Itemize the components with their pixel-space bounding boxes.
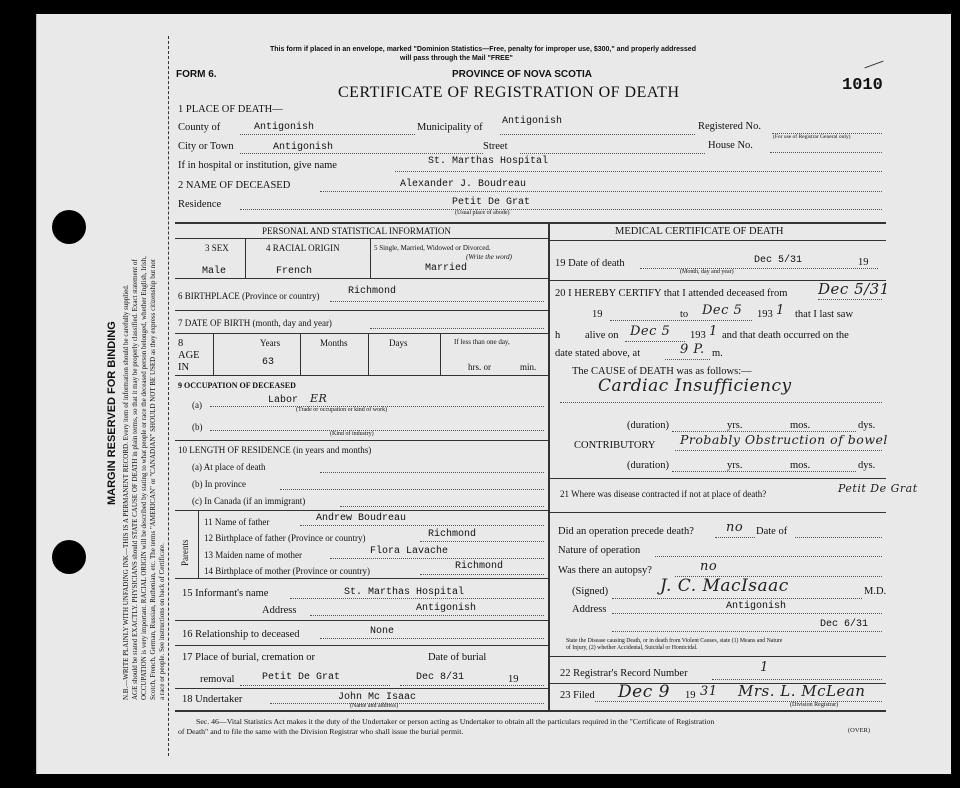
dys-label-2: dys. <box>858 460 876 471</box>
mother-bp-rule <box>420 574 544 575</box>
hrs-label: hrs. or <box>468 362 491 372</box>
burial-place-value: Petit De Grat <box>262 672 341 683</box>
margin-instruction-1: N.B.—WRITE PLAINLY WITH UNFADING INK—THIS IS A PERMANENT RECORD. Every item of information should be carefully supplied. <box>122 284 130 700</box>
filed-19: 19 <box>685 690 696 701</box>
margin-instruction-4: Scotch, French, German, Russian, Ruthenian, etc. The terms "AMERICAN" or "CANADIAN" SHOULD NOT BE USED as they express citizenship but not <box>149 259 157 700</box>
race-value: French <box>276 266 313 277</box>
street-rule <box>520 153 705 154</box>
to-rule <box>610 320 752 321</box>
margin-instruction-3: OCCUPATION is very important. RACIAL ORIGIN will be described by stating to what people or race the deceased person belonged, whether English, Irish, <box>140 256 148 700</box>
relationship-value: None <box>370 626 395 637</box>
undertaker-label: 18 Undertaker <box>182 694 243 705</box>
violent-note-2: of Injury, (2) whether Accidental, Suicidal or Homicidal. <box>566 645 698 651</box>
violent-note-1: State the Disease causing Death, or in death from Violent Causes, state (1) Means and Nature <box>566 638 783 644</box>
mos-label-1: mos. <box>790 420 811 431</box>
marital-value: Married <box>425 263 468 274</box>
binder-hole-bottom <box>52 540 86 574</box>
time-hand: 9 P. <box>680 342 705 357</box>
table-bottom-border <box>175 710 886 712</box>
father-birthplace-label: 12 Birthplace of father (Province or country) <box>204 533 366 543</box>
undertaker-value: John Mc Isaac <box>338 692 417 703</box>
hospital-rule <box>395 171 882 172</box>
undertaker-note: (Name and address) <box>350 703 398 709</box>
last-saw-label: that I last saw <box>795 309 854 320</box>
dob-rule <box>370 328 544 329</box>
marital-label: 5 Single, Married, Widowed or Divorced. <box>374 244 491 252</box>
municipality-rule <box>500 134 695 135</box>
registrar-record-label: 22 Registrar's Record Number <box>560 668 688 679</box>
occupation-a: (a) <box>192 400 202 410</box>
personal-heading: PERSONAL AND STATISTICAL INFORMATION <box>262 226 451 236</box>
months-label: Months <box>320 338 348 348</box>
marital-note: (Write the word) <box>466 253 513 261</box>
certificate-title: CERTIFICATE OF REGISTRATION OF DEATH <box>338 84 680 101</box>
table-center-divider <box>548 222 550 710</box>
dob-label: 7 DATE OF BIRTH (month, day and year) <box>178 318 332 328</box>
registered-no-label: Registered No. <box>698 121 761 132</box>
nineteen-1: 19 <box>592 309 603 320</box>
birthplace-label: 6 BIRTHPLACE (Province or country) <box>178 291 320 301</box>
less-than-day-label: If less than one day, <box>454 338 510 346</box>
physician-address-rule <box>612 613 882 614</box>
birthplace-value: Richmond <box>348 286 397 297</box>
certificate-number: 1010 <box>842 76 883 95</box>
city-label: City or Town <box>178 141 234 152</box>
death-date-value: Dec 5/31 <box>754 255 803 266</box>
industry-rule <box>210 430 544 431</box>
filed-label: 23 Filed <box>560 690 595 701</box>
hospital-label: If in hospital or institution, give name <box>178 160 337 171</box>
cause-rule <box>560 402 882 403</box>
residence-note: (Usual place of abode) <box>455 210 510 216</box>
informant-label: 15 Informant's name <box>182 588 269 599</box>
father-value: Andrew Boudreau <box>316 513 407 524</box>
division-registrar-note: (Division Registrar) <box>790 702 839 708</box>
time-rule <box>665 359 710 360</box>
burial-place-rule <box>240 685 390 686</box>
autopsy-hand: no <box>700 559 718 574</box>
birthplace-rule <box>330 301 544 302</box>
physician-address-value: Antigonish <box>726 601 787 612</box>
occupation-b: (b) <box>192 422 203 432</box>
envelope-notice: This form if placed in an envelope, marked "Dominion Statistics—Free, penalty for improper use, $300," and properly addressed <box>270 46 696 53</box>
city-rule <box>240 153 483 154</box>
contracted-hand: Petit De Grat <box>838 482 918 495</box>
row-rule-15 <box>175 620 548 621</box>
hospital-value: St. Marthas Hospital <box>428 156 549 167</box>
place-of-death-heading: 1 PLACE OF DEATH— <box>178 104 283 115</box>
year-hand: 1 <box>776 303 785 318</box>
sex-value: Male <box>202 266 227 277</box>
row-rule-17 <box>175 688 548 689</box>
informant-address-label: Address <box>262 605 297 616</box>
occupation-value: Labor <box>268 395 299 406</box>
yrs-label-1: yrs. <box>727 420 743 431</box>
house-no-label: House No. <box>708 140 753 151</box>
row-rule-signed <box>548 656 886 657</box>
deceased-name-value: Alexander J. Boudreau <box>400 179 527 190</box>
registrar-note: (For use of Registrar General only) <box>773 134 851 140</box>
deceased-name-label: 2 NAME OF DECEASED <box>178 180 291 191</box>
res-a-rule <box>320 472 544 473</box>
attended-to-hand: Dec 5 <box>702 303 743 318</box>
contributory-hand: Probably Obstruction of bowel <box>680 432 888 447</box>
filed-rule <box>595 701 882 702</box>
county-value: Antigonish <box>254 122 315 133</box>
alive-year-hand: 1 <box>709 324 718 339</box>
margin-instruction-2: AGE should be stated EXACTLY. PHYSICIANS should STATE CAUSE OF DEATH in plain terms, so that it may be properly classified. Exact statement of <box>131 259 139 700</box>
age-divider-1 <box>213 333 214 375</box>
alive-on-label: alive on <box>585 330 619 341</box>
residence-length-label: 10 LENGTH OF RESIDENCE (in years and months) <box>178 445 372 455</box>
duration-rule-2 <box>672 471 856 472</box>
age-years-value: 63 <box>262 357 275 368</box>
age-label: 8 AGE IN <box>178 338 200 373</box>
attended-from-hand: Dec 5/31 <box>818 280 890 298</box>
death-date-year: 19 <box>858 257 869 268</box>
to-label: to <box>680 309 689 320</box>
date-of-rule <box>795 537 882 538</box>
operation-hand: no <box>726 520 744 535</box>
mother-value: Flora Lavache <box>370 546 449 557</box>
min-label: min. <box>520 362 537 372</box>
municipality-label: Municipality of <box>417 122 483 133</box>
relationship-label: 16 Relationship to deceased <box>182 629 300 640</box>
parents-label: Parents <box>180 539 190 566</box>
table-top-border <box>175 222 886 224</box>
death-occurred-label: and that death occurred on the <box>722 330 849 341</box>
undertaker-rule <box>270 703 544 704</box>
residence-a: (a) At place of death <box>192 462 266 472</box>
cause-hand: Cardiac Insufficiency <box>598 376 792 396</box>
filed-year-hand: 31 <box>700 684 718 699</box>
father-label: 11 Name of father <box>204 517 270 527</box>
age-divider-4 <box>440 333 441 375</box>
physician-address-label: Address <box>572 604 607 615</box>
city-value: Antigonish <box>273 142 334 153</box>
certify-text: 20 I HEREBY CERTIFY that I attended deceased from <box>555 288 788 299</box>
mother-label: 13 Maiden name of mother <box>204 550 302 560</box>
name-rule <box>320 191 882 192</box>
residence-b: (b) In province <box>192 479 246 489</box>
father-birthplace-value: Richmond <box>428 529 477 540</box>
parents-divider <box>198 510 199 578</box>
occupation-handwritten: ER <box>310 392 328 405</box>
municipality-value: Antigonish <box>502 116 563 127</box>
row-rule-5 <box>175 278 548 279</box>
row-rule-7 <box>175 333 548 334</box>
date-of-label: Date of <box>756 526 788 537</box>
row-rule-16 <box>175 645 548 646</box>
margin-binding-label: MARGIN RESERVED FOR BINDING <box>106 321 118 505</box>
burial-year: 19 <box>508 674 519 685</box>
certificate-paper <box>36 14 951 774</box>
burial-date-value: Dec 8/31 <box>416 672 465 683</box>
alive-year-printed: 193 <box>690 330 706 341</box>
row-rule-11 <box>175 578 548 579</box>
res-c-rule <box>340 506 544 507</box>
registrar-signature: Mrs. L. McLean <box>738 682 866 700</box>
row-rule-9 <box>175 440 548 441</box>
operation-rule <box>715 537 755 538</box>
autopsy-label: Was there an autopsy? <box>558 565 652 576</box>
province-heading: PROVINCE OF NOVA SCOTIA <box>452 69 593 80</box>
duration-label-1: (duration) <box>627 420 669 431</box>
death-date-label: 19 Date of death <box>555 258 625 269</box>
residence-rule <box>240 209 882 210</box>
death-date-note: (Month, day and year) <box>680 269 734 275</box>
years-label: Years <box>260 338 281 348</box>
footer-line-2: of Death" and to file the same with the Division Registrar who shall issue the burial permit. <box>178 727 464 736</box>
burial-date-label: Date of burial <box>428 652 487 663</box>
binding-margin-line <box>168 36 169 756</box>
m-label: m. <box>712 348 723 359</box>
physician-signature: J. C. MacIsaac <box>660 576 789 596</box>
informant-address-rule <box>310 615 544 616</box>
sex-divider <box>245 238 246 278</box>
race-label: 4 RACIAL ORIGIN <box>266 243 340 253</box>
yrs-label-2: yrs. <box>727 460 743 471</box>
contributory-rule <box>675 450 882 451</box>
footer-over: (OVER) <box>848 727 871 734</box>
binder-hole-top <box>52 210 86 244</box>
cause-label: The CAUSE of DEATH was as follows:— <box>572 366 752 377</box>
occupation-label: 9 OCCUPATION OF DECEASED <box>178 381 296 390</box>
house-rule <box>770 152 882 153</box>
mother-birthplace-value: Richmond <box>455 561 504 572</box>
envelope-notice-2: will pass through the Mail "FREE" <box>400 55 513 62</box>
county-rule <box>240 134 415 135</box>
md-label: M.D. <box>864 586 887 597</box>
burial-date-rule <box>400 685 544 686</box>
medical-heading: MEDICAL CERTIFICATE OF DEATH <box>615 226 784 237</box>
signed-label: (Signed) <box>572 586 609 597</box>
footer-line-1: Sec. 46—Vital Statistics Act makes it the duty of the Undertaker or person acting as Undertaker to obtain all the particulars required in the "Certificate of Registration <box>196 717 715 726</box>
age-divider-2 <box>300 333 301 375</box>
contributory-label: CONTRIBUTORY <box>574 440 656 451</box>
residence-value: Petit De Grat <box>452 197 531 208</box>
nature-rule <box>655 556 882 557</box>
margin-instruction-5: a race or people. See instructions on back of Certificate. <box>158 543 166 700</box>
row-rule-10 <box>175 510 548 511</box>
county-label: County of <box>178 122 221 133</box>
race-divider <box>370 238 371 278</box>
alive-on-rule <box>625 341 685 342</box>
res-b-rule <box>280 489 544 490</box>
date-above-label: date stated above, at <box>555 348 641 359</box>
removal-label: removal <box>200 674 235 685</box>
residence-c: (c) In Canada (if an immigrant) <box>192 496 306 506</box>
row-rule-20 <box>548 478 886 479</box>
occupation-note: (Trade or occupation or kind of work) <box>296 407 388 413</box>
age-divider-3 <box>368 333 369 375</box>
row-rule-6 <box>175 310 548 311</box>
form-number: FORM 6. <box>176 69 217 80</box>
sex-label: 3 SEX <box>205 243 229 253</box>
row-rule-8 <box>175 375 548 376</box>
signature-rule <box>612 598 862 599</box>
medical-heading-rule <box>548 240 886 241</box>
filed-date-hand: Dec 9 <box>618 682 670 702</box>
dys-label-1: dys. <box>858 420 876 431</box>
operation-label: Did an operation precede death? <box>558 526 694 537</box>
attended-from-rule <box>818 299 882 300</box>
row-rule-21 <box>548 512 886 513</box>
registrar-record-hand: 1 <box>760 660 769 675</box>
nature-label: Nature of operation <box>558 545 641 556</box>
informant-value: St. Marthas Hospital <box>344 587 465 598</box>
h-label: h <box>555 330 561 341</box>
alive-on-hand: Dec 5 <box>630 324 671 339</box>
residence-label: Residence <box>178 199 222 210</box>
mother-birthplace-label: 14 Birthplace of mother (Province or country) <box>204 566 370 576</box>
duration-label-2: (duration) <box>627 460 669 471</box>
year-printed: 193 <box>757 309 773 320</box>
burial-label: 17 Place of burial, cremation or <box>182 652 315 663</box>
contracted-label: 21 Where was disease contracted if not at place of death? <box>560 489 767 499</box>
registrar-record-rule <box>712 679 882 680</box>
days-label: Days <box>389 338 408 348</box>
relationship-rule <box>320 638 544 639</box>
street-label: Street <box>483 141 508 152</box>
mos-label-2: mos. <box>790 460 811 471</box>
informant-address-value: Antigonish <box>416 603 477 614</box>
personal-heading-rule <box>175 238 548 239</box>
mother-rule <box>330 558 544 559</box>
father-bp-rule <box>420 541 544 542</box>
industry-note: (Kind of industry) <box>330 431 374 437</box>
certificate-date-value: Dec 6/31 <box>820 619 869 630</box>
death-date-rule <box>640 268 878 269</box>
father-rule <box>300 525 544 526</box>
certificate-date-rule <box>612 631 882 632</box>
informant-rule <box>290 598 544 599</box>
